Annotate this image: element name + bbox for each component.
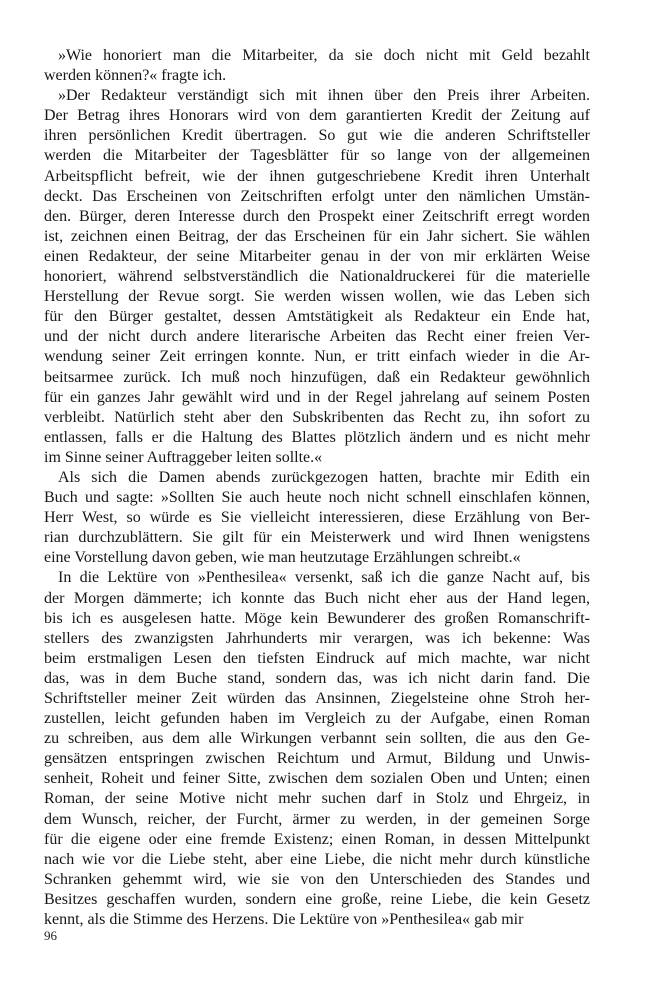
text-line: den. Bürger, deren Interesse durch den Prospekt einer Zeitschrift erregt worden <box>44 207 590 225</box>
text-line: In die Lektüre von »Penthesilea« versenkt, saß ich die ganze Nacht auf, bis <box>58 569 590 587</box>
text-line: bis ich es ausgelesen hatte. Möge kein Bewunderer des großen Romanschrift- <box>44 609 590 627</box>
text-line: kennt, als die Stimme des Herzens. Die Lektüre von »Penthesilea« gab mir <box>44 911 524 929</box>
text-line: zu schreiben, aus dem alle Wirkungen verbannt sein sollten, die aus den Ge- <box>44 730 590 748</box>
text-line: stellers des zwanzigsten Jahrhunderts mir verargen, was ich bekenne: Was <box>44 629 590 647</box>
text-line: und der nicht durch andere literarische Arbeiten das Recht einer freien Ver- <box>44 328 590 346</box>
text-line: im Sinne seiner Auftraggeber leiten sollte.« <box>44 448 323 466</box>
text-line: Der Betrag ihres Honorars wird von dem garantierten Kredit der Zeitung auf <box>44 107 590 125</box>
text-line: werden die Mitarbeiter der Tagesblätter für so lange von der allgemeinen <box>44 147 590 165</box>
text-line: eine Vorstellung davon geben, wie man heutzutage Erzählungen schreibt.« <box>44 549 521 567</box>
text-line: beim erstmaligen Lesen den tiefsten Eindruck auf mich machte, war nicht <box>44 649 590 667</box>
text-line: ist, zeichnen einen Beitrag, der das Erscheinen für ein Jahr sichert. Sie wählen <box>44 227 590 245</box>
text-line: rian durchzublättern. Sie gilt für ein Meisterwerk und wird Ihnen wenigstens <box>44 529 590 547</box>
text-line: Besitzes geschaffen wurden, sondern eine große, reine Liebe, die kein Gesetz <box>44 890 590 908</box>
text-line: für die eigene oder eine fremde Existenz; einen Roman, in dessen Mittelpunkt <box>44 830 590 848</box>
text-line: deckt. Das Erscheinen von Zeitschriften erfolgt unter den nämlichen Umstän- <box>44 187 590 205</box>
text-line: Schranken gehemmt wird, wie sie von den Unterschieden des Standes und <box>44 870 590 888</box>
text-line: »Der Redakteur verständigt sich mit ihnen über den Preis ihrer Arbeiten. <box>58 87 590 105</box>
text-line: ihren persönlichen Kredit übertragen. So gut wie die anderen Schriftsteller <box>44 127 590 145</box>
text-line: Arbeitspflicht befreit, wie der ihnen gutgeschriebene Kredit ihren Unterhalt <box>44 167 590 185</box>
text-line: einen Redakteur, der seine Mitarbeiter genau in der von mir erklärten Weise <box>44 247 590 265</box>
text-line: verbleibt. Natürlich steht aber den Subskribenten das Recht zu, ihn sofort zu <box>44 408 590 426</box>
page-number: 96 <box>44 928 57 943</box>
text-line: das, was in dem Buche stand, sondern das, was ich nicht darin fand. Die <box>44 669 590 687</box>
text-line: honoriert, während selbstverständlich die Nationaldruckerei für die materielle <box>44 268 590 286</box>
text-line: nach wie vor die Liebe steht, aber eine Liebe, die nicht mehr durch künstliche <box>44 850 590 868</box>
text-line: Roman, der seine Motive nicht mehr suchen darf in Stolz und Ehrgeiz, in <box>44 790 590 808</box>
text-line: zustellen, leicht gefunden haben im Vergleich zu der Aufgabe, einen Roman <box>44 710 590 728</box>
text-line: entlassen, falls er die Haltung des Blattes plötzlich ändern und es nicht mehr <box>44 428 590 446</box>
text-line: Schriftsteller meiner Zeit würden das Ansinnen, Ziegelsteine ohne Stroh her- <box>44 690 590 707</box>
text-line: dem Wunsch, reicher, der Furcht, ärmer zu werden, in der gemeinen Sorge <box>44 810 590 828</box>
text-line: Herr West, so würde es Sie vielleicht interessieren, diese Erzählung von Ber- <box>44 509 590 527</box>
text-line: Buch und sagte: »Sollten Sie auch heute noch nicht schnell einschlafen können, <box>44 489 590 507</box>
text-line: werden können?« fragte ich. <box>44 67 227 85</box>
text-line: Herstellung der Revue sorgt. Sie werden wissen wollen, wie das Leben sich <box>44 288 590 306</box>
text-line: wendung seiner Zeit erringen konnte. Nun, er tritt einfach wieder in die Ar- <box>44 348 590 366</box>
text-line: für den Bürger gestaltet, dessen Amtstätigkeit als Redakteur ein Ende hat, <box>44 308 590 326</box>
text-line: beitsarmee zurück. Ich muß noch hinzufügen, daß ein Redakteur gewöhnlich <box>44 368 590 386</box>
text-line: gensätzen entspringen zwischen Reichtum und Armut, Bildung und Unwis- <box>44 750 590 768</box>
text-block <box>44 46 590 930</box>
text-line: »Wie honoriert man die Mitarbeiter, da sie doch nicht mit Geld bezahlt <box>58 47 590 64</box>
text-line: senheit, Roheit und feiner Sitte, zwischen dem sozialen Oben und Unten; einen <box>44 770 590 788</box>
text-line: für ein ganzes Jahr gewählt wird und in der Regel jahrelang auf seinem Posten <box>44 388 590 406</box>
text-line: der Morgen dämmerte; ich konnte das Buch nicht eher aus der Hand legen, <box>44 589 590 607</box>
text-line: Als sich die Damen abends zurückgezogen hatten, brachte mir Edith ein <box>58 468 590 486</box>
